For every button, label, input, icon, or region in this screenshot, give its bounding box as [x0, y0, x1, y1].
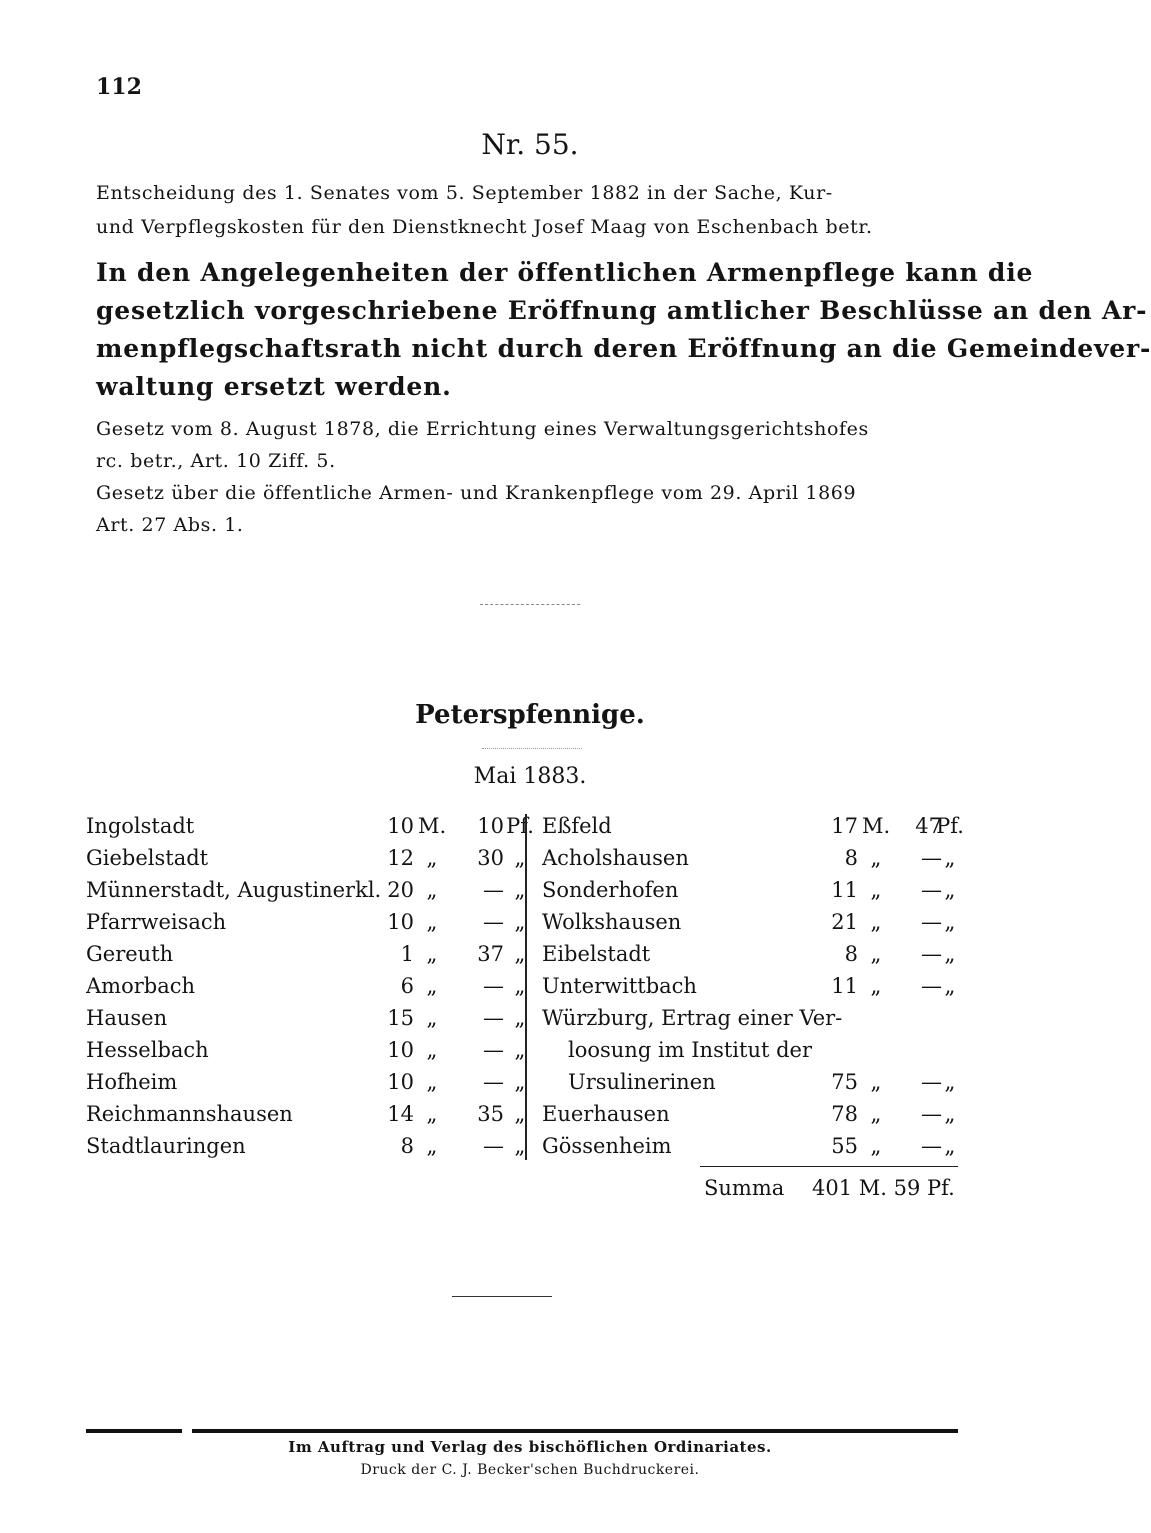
- ditto-mark: „: [426, 1134, 438, 1158]
- ditto-mark: „: [426, 1006, 438, 1030]
- donation-row: [86, 906, 526, 938]
- law-reference-line: rc. betr., Art. 10 Ziff. 5.: [96, 450, 336, 472]
- ditto-mark: „: [426, 1102, 438, 1126]
- ditto-mark: „: [514, 1102, 526, 1126]
- unit-pfennig: Pf.: [936, 814, 964, 838]
- headnote-line: menpflegschaftsrath nicht durch deren Eröffnung an die Gemeindever-: [96, 334, 1151, 363]
- amount-marks: 10: [387, 814, 414, 838]
- amount-marks: 10: [387, 1070, 414, 1094]
- amount-pfennig: —: [921, 910, 942, 934]
- footer-publisher: Im Auftrag und Verlag des bischöflichen Ordinariates.: [288, 1438, 772, 1456]
- ditto-mark: „: [944, 846, 956, 870]
- headnote-line: waltung ersetzt werden.: [96, 372, 452, 401]
- ditto-mark: „: [514, 846, 526, 870]
- donor-place: Gereuth: [86, 942, 174, 966]
- amount-pfennig: 35: [477, 1102, 504, 1126]
- amount-pfennig: —: [483, 1070, 504, 1094]
- ditto-mark: „: [514, 910, 526, 934]
- footer-rule: [192, 1429, 958, 1433]
- title-divider: [482, 748, 582, 749]
- donation-row: [86, 1098, 526, 1130]
- amount-pfennig: —: [483, 1006, 504, 1030]
- ditto-mark: „: [944, 878, 956, 902]
- sum-label: Summa: [704, 1176, 785, 1200]
- amount-marks: 20: [387, 878, 414, 902]
- donation-row: [86, 970, 526, 1002]
- month-label: Mai 1883.: [473, 764, 587, 789]
- ditto-mark: „: [514, 1038, 526, 1062]
- amount-marks: 12: [387, 846, 414, 870]
- amount-marks: 10: [387, 1038, 414, 1062]
- amount-marks: 8: [400, 1134, 414, 1158]
- donor-place: Ingolstadt: [86, 814, 195, 838]
- donation-row: [86, 874, 526, 906]
- amount-marks: 17: [831, 814, 858, 838]
- headnote-line: gesetzlich vorgeschriebene Eröffnung amtlicher Beschlüsse an den Ar-: [96, 296, 1148, 325]
- amount-marks: 10: [387, 910, 414, 934]
- ditto-mark: „: [426, 910, 438, 934]
- donation-row: [542, 938, 962, 970]
- amount-marks: 78: [831, 1102, 858, 1126]
- page-number: 112: [96, 74, 142, 100]
- sum-row: [700, 1172, 962, 1204]
- donor-place: Pfarrweisach: [86, 910, 227, 934]
- donation-row: [542, 970, 962, 1002]
- section-title: Peterspfennige.: [415, 700, 645, 730]
- amount-pfennig: —: [921, 974, 942, 998]
- summary-text: Entscheidung des 1. Senates vom 5. September 1882 in der Sache, Kur-: [96, 182, 833, 204]
- donor-place: Eßfeld: [542, 814, 612, 838]
- law-reference-line: Gesetz über die öffentliche Armen- und Krankenpflege vom 29. April 1869: [96, 482, 857, 504]
- amount-pfennig: —: [483, 878, 504, 902]
- law-reference-line: Gesetz vom 8. August 1878, die Errichtung eines Verwaltungsgerichtshofes: [96, 418, 869, 440]
- footer-printer: Druck der C. J. Becker'schen Buchdruckerei.: [360, 1462, 700, 1478]
- donation-row: [542, 906, 962, 938]
- amount-marks: 8: [844, 942, 858, 966]
- law-reference-line: Art. 27 Abs. 1.: [96, 514, 244, 536]
- donation-row: [86, 1130, 526, 1162]
- amount-pfennig: —: [483, 910, 504, 934]
- donation-row: [86, 810, 534, 842]
- amount-pfennig: —: [921, 846, 942, 870]
- donor-place: Würzburg, Ertrag einer Ver-: [542, 1006, 843, 1030]
- ditto-mark: „: [870, 1102, 882, 1126]
- donor-place: Hofheim: [86, 1070, 178, 1094]
- headnote-line: In den Angelegenheiten der öffentlichen Armenpflege kann die: [96, 258, 1034, 287]
- ditto-mark: „: [944, 942, 956, 966]
- amount-marks: 14: [387, 1102, 414, 1126]
- amount-pfennig: —: [921, 1102, 942, 1126]
- donor-place: Wolkshausen: [542, 910, 682, 934]
- donation-row: [542, 1002, 962, 1034]
- amount-pfennig: —: [483, 1038, 504, 1062]
- amount-marks: 55: [831, 1134, 858, 1158]
- end-divider: [452, 1296, 552, 1297]
- donation-row: [542, 1098, 962, 1130]
- donation-row: [86, 1002, 526, 1034]
- ditto-mark: „: [944, 974, 956, 998]
- donor-place: Reichmannshausen: [86, 1102, 293, 1126]
- amount-pfennig: 30: [477, 846, 504, 870]
- ditto-mark: „: [426, 974, 438, 998]
- donation-row: [542, 874, 962, 906]
- donor-place: Giebelstadt: [86, 846, 209, 870]
- ditto-mark: „: [870, 846, 882, 870]
- ditto-mark: „: [426, 878, 438, 902]
- unit-pfennig: Pf.: [506, 814, 534, 838]
- donor-place: Münnerstadt, Augustinerkl.: [86, 878, 382, 902]
- donor-place: Eibelstadt: [542, 942, 651, 966]
- ditto-mark: „: [514, 942, 526, 966]
- ditto-mark: „: [944, 1134, 956, 1158]
- donation-row: [542, 842, 962, 874]
- amount-pfennig: —: [921, 942, 942, 966]
- amount-marks: 75: [831, 1070, 858, 1094]
- donor-place: Stadtlauringen: [86, 1134, 246, 1158]
- ditto-mark: „: [944, 910, 956, 934]
- donor-place: Sonderhofen: [542, 878, 679, 902]
- document-number: Nr. 55.: [481, 128, 579, 161]
- donor-place: Gössenheim: [542, 1134, 672, 1158]
- ditto-mark: „: [870, 878, 882, 902]
- ditto-mark: „: [426, 942, 438, 966]
- amount-marks: 15: [387, 1006, 414, 1030]
- ditto-mark: „: [870, 1134, 882, 1158]
- donation-row: [86, 1066, 526, 1098]
- donations-left-column: [86, 810, 534, 1170]
- ditto-mark: „: [514, 1070, 526, 1094]
- amount-pfennig: 47: [915, 814, 942, 838]
- unit-marks: M.: [862, 814, 891, 838]
- ditto-mark: „: [870, 974, 882, 998]
- donor-place: Hausen: [86, 1006, 168, 1030]
- amount-pfennig: 10: [477, 814, 504, 838]
- summary-line: und Verpflegskosten für den Dienstknecht Josef Maag von Eschenbach betr.: [96, 216, 873, 238]
- ditto-mark: „: [514, 878, 526, 902]
- donation-row: [542, 1130, 962, 1162]
- ditto-mark: „: [944, 1070, 956, 1094]
- amount-pfennig: —: [483, 1134, 504, 1158]
- ditto-mark: „: [870, 1070, 882, 1094]
- amount-marks: 11: [831, 974, 858, 998]
- donation-row: [86, 1034, 526, 1066]
- sum-value: 401 M. 59 Pf.: [812, 1176, 955, 1200]
- unit-marks: M.: [418, 814, 447, 838]
- amount-pfennig: —: [921, 1070, 942, 1094]
- ditto-mark: „: [870, 942, 882, 966]
- donation-row: [86, 938, 526, 970]
- amount-marks: 21: [831, 910, 858, 934]
- column-divider: [525, 814, 527, 1160]
- amount-pfennig: —: [921, 878, 942, 902]
- donor-place: loosung im Institut der: [568, 1038, 812, 1062]
- ditto-mark: „: [514, 1006, 526, 1030]
- ditto-mark: „: [870, 910, 882, 934]
- donor-place: Ursulinerinen: [568, 1070, 716, 1094]
- donor-place: Euerhausen: [542, 1102, 670, 1126]
- amount-marks: 6: [400, 974, 414, 998]
- amount-pfennig: 37: [477, 942, 504, 966]
- donor-place: Acholshausen: [542, 846, 689, 870]
- section-divider: [480, 604, 580, 605]
- footer-rule: [86, 1429, 182, 1433]
- donor-place: Hesselbach: [86, 1038, 209, 1062]
- ditto-mark: „: [514, 974, 526, 998]
- ditto-mark: „: [426, 1038, 438, 1062]
- ditto-mark: „: [514, 1134, 526, 1158]
- summary-line: [96, 182, 962, 204]
- amount-marks: 11: [831, 878, 858, 902]
- donation-row: [542, 810, 962, 842]
- ditto-mark: „: [944, 1102, 956, 1126]
- amount-pfennig: —: [921, 1134, 942, 1158]
- donation-row: [542, 1034, 962, 1066]
- amount-marks: 1: [400, 942, 414, 966]
- donation-row: [86, 842, 526, 874]
- donation-row: [542, 1066, 962, 1098]
- donor-place: Unterwittbach: [542, 974, 697, 998]
- donor-place: Amorbach: [86, 974, 196, 998]
- ditto-mark: „: [426, 1070, 438, 1094]
- sum-rule: [700, 1166, 958, 1167]
- amount-pfennig: —: [483, 974, 504, 998]
- donations-right-column: [542, 810, 962, 1210]
- amount-marks: 8: [844, 846, 858, 870]
- ditto-mark: „: [426, 846, 438, 870]
